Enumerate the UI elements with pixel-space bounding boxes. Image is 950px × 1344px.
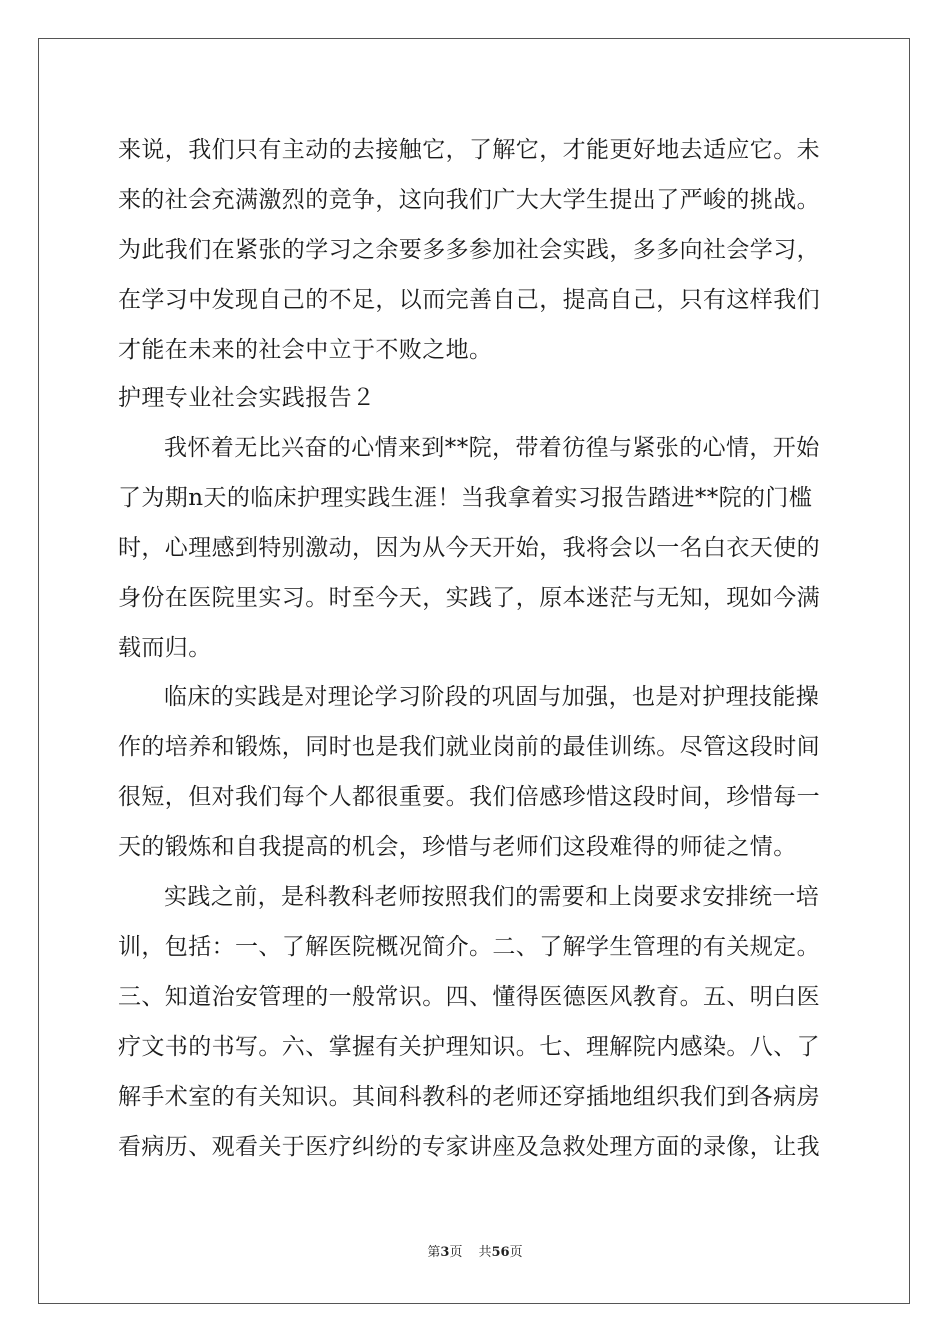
total-suffix: 页 bbox=[509, 1245, 523, 1260]
page-suffix: 页 bbox=[449, 1245, 463, 1260]
text-line: 解手术室的有关知识。其间科教科的老师还穿插地组织我们到各病房 bbox=[118, 1084, 820, 1110]
text-line: 才能在未来的社会中立于不败之地。 bbox=[118, 337, 493, 363]
text-line: 三、知道治安管理的一般常识。四、懂得医德医风教育。五、明白医 bbox=[118, 984, 820, 1010]
text-line: 时，心理感到特别激动，因为从今天开始，我将会以一名白衣天使的 bbox=[118, 535, 820, 561]
text-line: 很短，但对我们每个人都很重要。我们倍感珍惜这段时间，珍惜每一 bbox=[118, 784, 820, 810]
text-line: 天的锻炼和自我提高的机会，珍惜与老师们这段难得的师徒之情。 bbox=[118, 834, 797, 860]
total-prefix: 共 bbox=[478, 1245, 492, 1260]
text-line: 看病历、观看关于医疗纠纷的专家讲座及急救处理方面的录像，让我 bbox=[118, 1134, 820, 1160]
page-total: 56 bbox=[491, 1245, 510, 1260]
text-line: 来说，我们只有主动的去接触它，了解它，才能更好地去适应它。未 bbox=[118, 137, 820, 163]
page-prefix: 第 bbox=[427, 1245, 441, 1260]
text-line: 实践之前，是科教科老师按照我们的需要和上岗要求安排统一培 bbox=[164, 884, 820, 910]
page-footer bbox=[0, 1245, 950, 1261]
text-line: 作的培养和锻炼，同时也是我们就业岗前的最佳训练。尽管这段时间 bbox=[118, 734, 820, 760]
section-heading: 护理专业社会实践报告２ bbox=[118, 385, 376, 411]
text-line: 训，包括：一、了解医院概况简介。二、了解学生管理的有关规定。 bbox=[118, 934, 820, 960]
text-line: 在学习中发现自己的不足，以而完善自己，提高自己，只有这样我们 bbox=[118, 287, 820, 313]
text-line: 载而归。 bbox=[118, 635, 212, 661]
text-line: 为此我们在紧张的学习之余要多多参加社会实践，多多向社会学习， bbox=[118, 237, 820, 263]
text-line: 来的社会充满激烈的竞争，这向我们广大大学生提出了严峻的挑战。 bbox=[118, 187, 820, 213]
text-line: 身份在医院里实习。时至今天，实践了，原本迷茫与无知，现如今满 bbox=[118, 585, 820, 611]
page-current: 3 bbox=[440, 1245, 450, 1260]
text-line: 我怀着无比兴奋的心情来到**院，带着彷徨与紧张的心情，开始 bbox=[164, 435, 820, 461]
page-border bbox=[38, 38, 910, 1304]
text-line: 了为期n天的临床护理实践生涯！当我拿着实习报告踏进**院的门槛 bbox=[118, 485, 813, 511]
text-line: 疗文书的书写。六、掌握有关护理知识。七、理解院内感染。八、了 bbox=[118, 1034, 820, 1060]
text-line: 临床的实践是对理论学习阶段的巩固与加强，也是对护理技能操 bbox=[164, 684, 820, 710]
